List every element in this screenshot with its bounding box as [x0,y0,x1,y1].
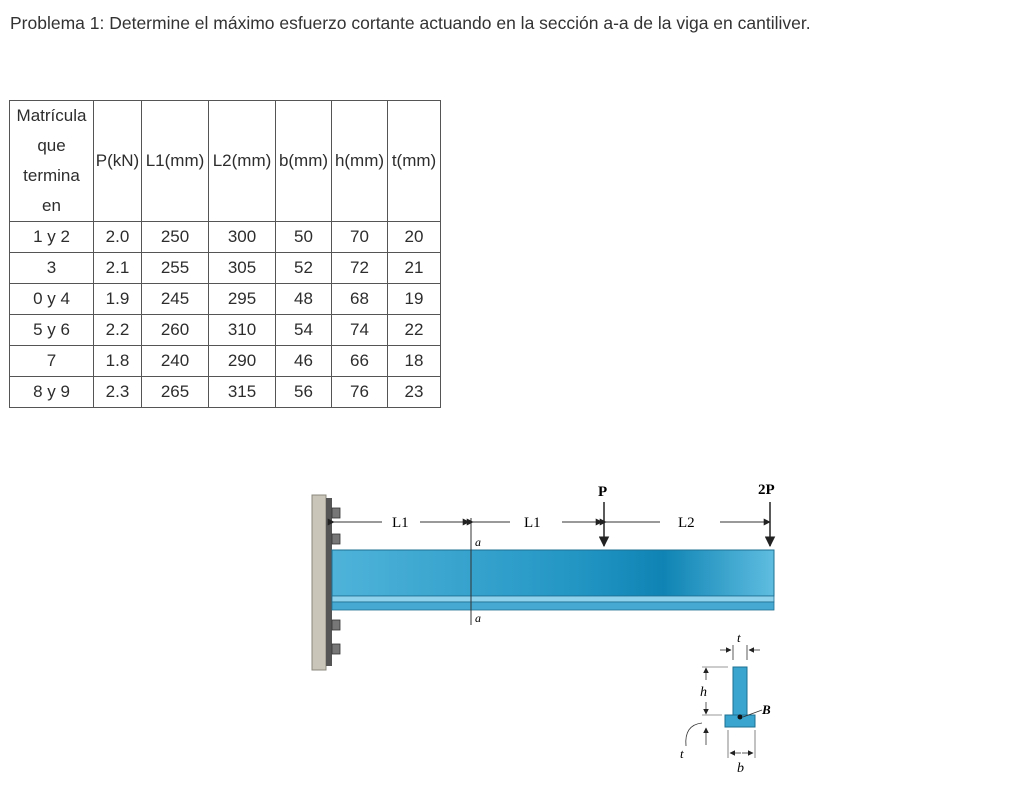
table-cell: 70 [332,222,388,253]
table-cell: 265 [142,377,209,408]
load-label-p: P [598,484,608,500]
table-cell: 23 [388,377,441,408]
table-cell: 2.2 [94,315,142,346]
header-line: en [42,196,61,215]
table-cell: 300 [209,222,276,253]
header-line: que [37,136,66,155]
section-label-bottom: a [475,611,481,625]
table-row [10,315,441,346]
section-label-b: b [737,761,744,776]
table-cell: 18 [388,346,441,377]
header-l2: L2(mm) [209,101,276,222]
table-cell: 3 [10,253,94,284]
header-h: h(mm) [332,101,388,222]
section-label-h: h [700,685,707,700]
table-cell: 5 y 6 [10,315,94,346]
table-cell: 1.8 [94,346,142,377]
header-p: P(kN) [94,101,142,222]
table-cell: 2.3 [94,377,142,408]
load-label-2p: 2P [758,482,775,498]
data-table [9,100,441,408]
table-cell: 295 [209,284,276,315]
table-cell: 22 [388,315,441,346]
table-cell: 19 [388,284,441,315]
table-cell: 50 [276,222,332,253]
table-cell: 1 y 2 [10,222,94,253]
section-label-top: a [475,535,481,549]
table-cell: 52 [276,253,332,284]
header-line: termina [23,166,80,185]
table-cell: 245 [142,284,209,315]
cantilever-beam-figure [300,470,800,790]
header-l1: L1(mm) [142,101,209,222]
table-cell: 66 [332,346,388,377]
header-b: b(mm) [276,101,332,222]
dim-label-l1-right: L1 [524,515,541,531]
table-row [10,222,441,253]
table-cell: 2.0 [94,222,142,253]
table-cell: 21 [388,253,441,284]
table-cell: 56 [276,377,332,408]
section-label-t-bottom: t [680,746,684,761]
table-row [10,346,441,377]
table-cell: 250 [142,222,209,253]
table-row [10,284,441,315]
section-label-t-top: t [737,630,741,645]
table-cell: 74 [332,315,388,346]
table-cell: 76 [332,377,388,408]
header-matricula [10,101,94,222]
table-cell: 1.9 [94,284,142,315]
table-cell: 260 [142,315,209,346]
header-t: t(mm) [388,101,441,222]
cross-section [686,645,762,758]
dim-label-l2: L2 [678,515,695,531]
problem-title: Problema 1: Determine el máximo esfuerzo cortante actuando en la sección a-a de la viga en cantiliver. [10,13,811,33]
beam [332,550,774,610]
table-cell: 305 [209,253,276,284]
table-row [10,253,441,284]
table-cell: 310 [209,315,276,346]
section-label-b-point: B [762,702,771,717]
table-cell: 240 [142,346,209,377]
table-cell: 255 [142,253,209,284]
table-cell: 290 [209,346,276,377]
table-row [10,377,441,408]
table-cell: 8 y 9 [10,377,94,408]
table-cell: 72 [332,253,388,284]
table-cell: 7 [10,346,94,377]
table-header-row [10,101,441,222]
table-cell: 0 y 4 [10,284,94,315]
table-cell: 54 [276,315,332,346]
table-cell: 2.1 [94,253,142,284]
table-cell: 48 [276,284,332,315]
header-line: Matrícula [16,106,87,125]
table-cell: 315 [209,377,276,408]
table-cell: 20 [388,222,441,253]
table-cell: 46 [276,346,332,377]
dim-label-l1-left: L1 [392,515,409,531]
table-cell: 68 [332,284,388,315]
